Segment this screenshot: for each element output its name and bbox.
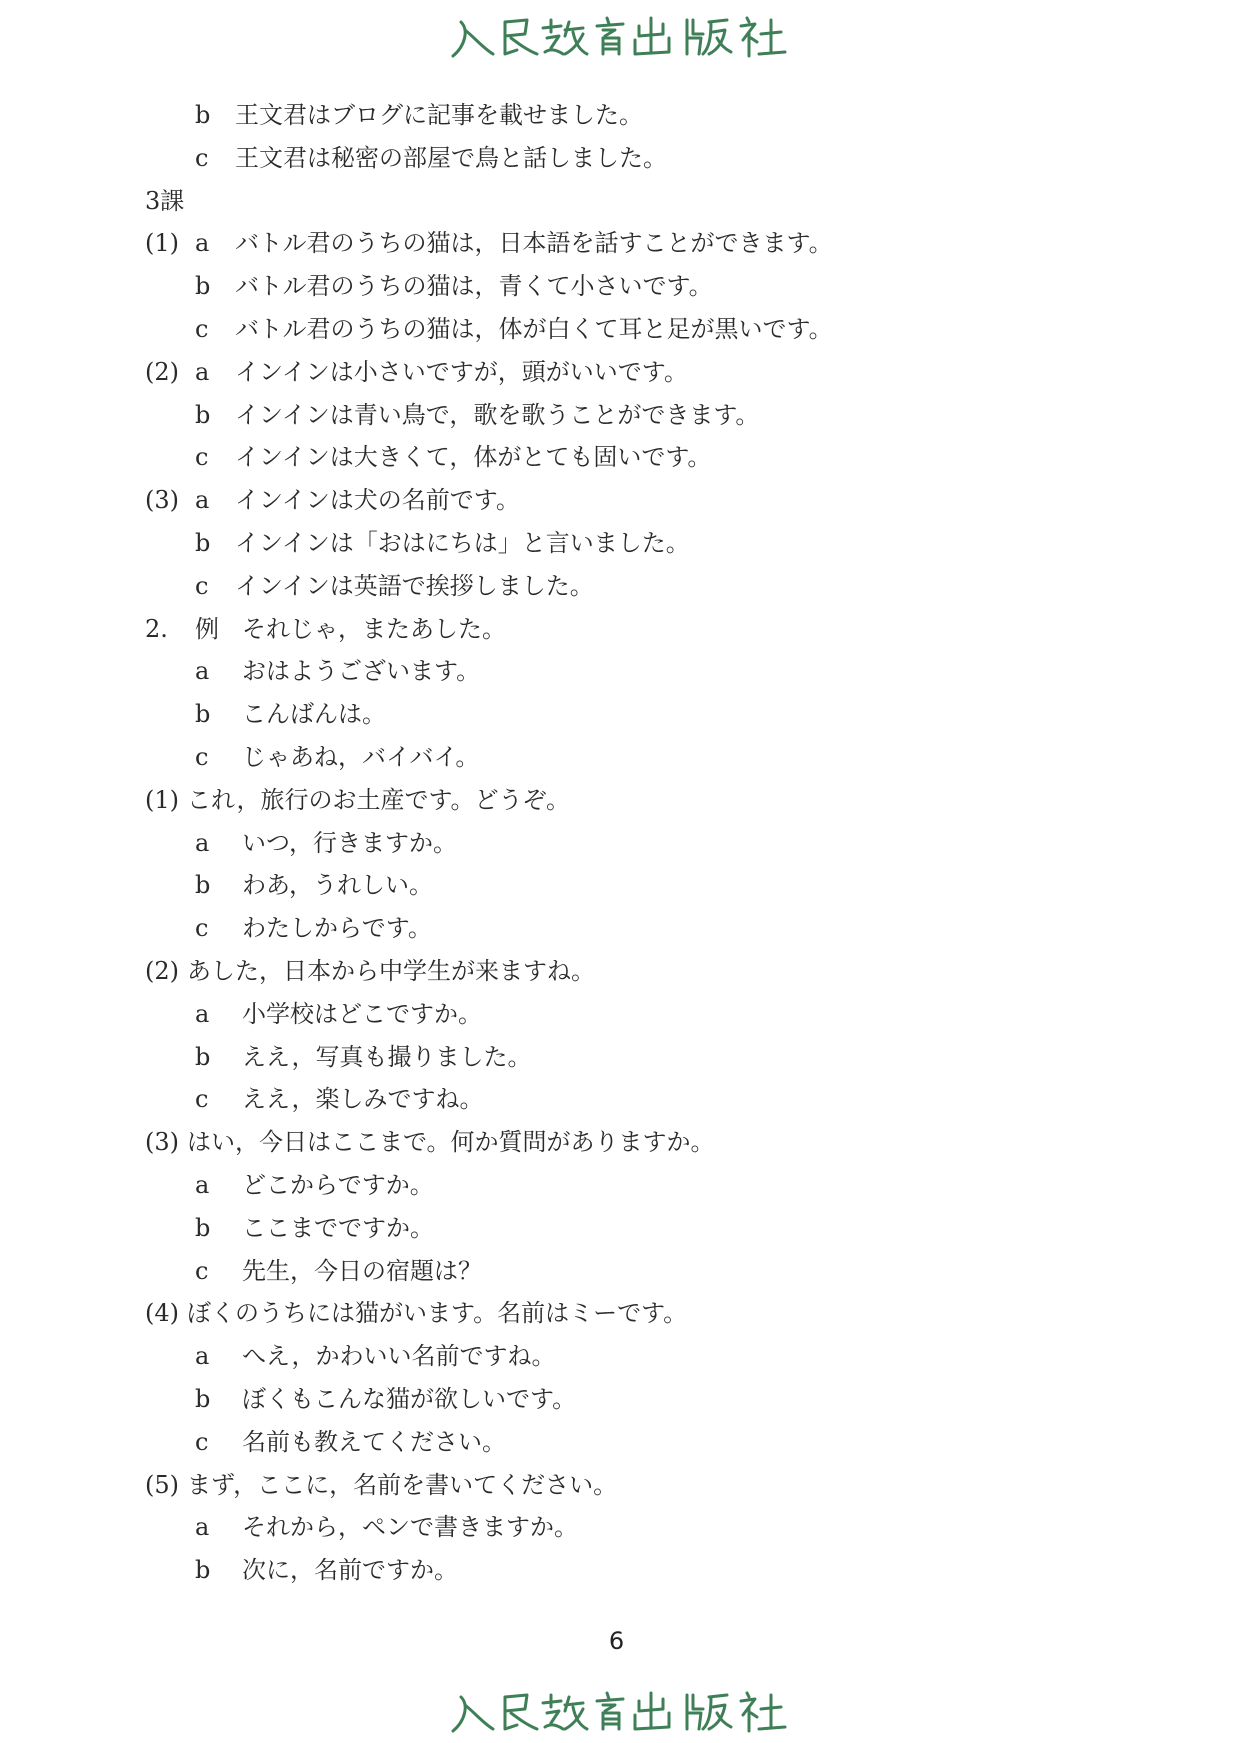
answer-line [0,1084,1233,1114]
answer-text: インインは犬の名前です。 [235,486,520,515]
answer-line [0,228,1233,258]
option-letter: a [195,229,210,258]
item-number: (5) [145,1470,179,1499]
option-letter: b [195,400,211,429]
item-number: 3課 [145,186,185,215]
option-letter: c [195,143,209,172]
answer-line [0,442,1233,472]
answer-line [0,571,1233,601]
item-number: (4) [145,1299,179,1328]
answer-text: バトル君のうちの猫は，日本語を話すことができます。 [235,229,833,258]
answer-line [0,1555,1233,1585]
option-letter: a [195,828,210,857]
answer-line [0,1470,1233,1500]
answer-text: はい，今日はここまで。何か質問がありますか。 [187,1128,715,1157]
answer-line [0,828,1233,858]
option-letter: c [195,1256,209,1285]
answer-text: ぼくのうちには猫がいます。名前はミーです。 [187,1299,688,1328]
answer-line [0,1298,1233,1328]
option-letter: b [195,101,211,129]
answer-line [0,143,1233,173]
answer-text: それから，ペンで書きますか。 [242,1513,578,1542]
option-letter: a [195,486,210,515]
answer-text: ここまでですか。 [242,1213,434,1242]
answer-text: じゃあね，バイバイ。 [242,743,480,771]
answer-text: 次に，名前ですか。 [242,1556,458,1585]
option-letter: c [195,1085,209,1114]
answer-line [0,100,1233,130]
answer-line [0,1341,1233,1371]
answer-text: おはようございます。 [242,657,481,686]
item-number: (1) [145,229,179,258]
item-number: (3) [145,1128,179,1157]
answer-text: 王文君は秘密の部屋で鳥と話しました。 [235,143,667,172]
option-letter: c [195,743,209,771]
option-letter: a [195,1513,210,1542]
option-letter: a [195,1171,210,1199]
option-letter: a [195,999,210,1028]
publisher-logo-bottom [0,1683,1233,1743]
option-letter: b [195,1213,211,1242]
answer-line [0,1427,1233,1457]
answer-line [0,742,1233,772]
item-number: (2) [145,357,179,386]
answer-text: インインは大きくて，体がとても固いです。 [235,443,712,472]
item-number: (3) [145,486,179,515]
answer-line [0,400,1233,430]
option-letter: c [195,914,209,943]
answer-line [0,1170,1233,1200]
answer-line [0,1213,1233,1243]
option-letter: b [195,529,211,557]
answer-line [0,314,1233,344]
answer-line [0,485,1233,515]
answer-text: インインは小さいですが，頭がいいです。 [235,357,688,386]
option-letter: c [195,315,209,343]
answer-text: あした，日本から中学生が来ますね。 [187,957,595,985]
answer-line [0,913,1233,943]
answer-text: ええ，楽しみですね。 [242,1085,484,1114]
option-letter: c [195,443,209,472]
answer-text: どこからですか。 [242,1171,434,1199]
answer-line [0,870,1233,900]
answer-line [0,1042,1233,1072]
option-letter: b [195,1042,211,1071]
answer-text: バトル君のうちの猫は，青くて小さいです。 [235,272,713,301]
item-number: (1) [145,785,179,814]
answer-text: まず，ここに，名前を書いてください。 [187,1470,618,1499]
answer-text: それじゃ，またあした。 [242,614,506,643]
answer-text: バトル君のうちの猫は，体が白くて耳と足が黒いです。 [235,315,833,343]
answer-text: いつ，行きますか。 [242,828,458,857]
publisher-logo-top [0,8,1233,68]
answer-text: これ，旅行のお土産です。どうぞ。 [187,785,571,814]
answer-text: ぼくもこんな猫が欲しいです。 [242,1385,577,1413]
option-letter: b [195,1556,211,1585]
answer-text: 名前も教えてください。 [242,1427,506,1456]
item-number: (2) [145,957,179,985]
publisher-logo-mark [447,8,787,64]
answer-line [0,1384,1233,1414]
answer-text: わあ，うれしい。 [242,871,434,900]
option-letter: a [195,357,210,386]
answer-line [0,699,1233,729]
answer-line [0,785,1233,815]
answer-text: インインは「おはにちは」と言いました。 [235,529,690,557]
option-letter: 例 [195,614,219,643]
answer-text: 王文君はブログに記事を載せました。 [235,101,643,129]
answer-line [0,1127,1233,1157]
option-letter: a [195,1342,210,1371]
option-letter: b [195,871,211,900]
answer-line [0,999,1233,1029]
item-number: 2. [145,614,168,643]
option-letter: c [195,1427,209,1456]
answer-line [0,528,1233,558]
option-letter: b [195,700,211,729]
option-letter: b [195,272,211,301]
page-number: 6 [608,1627,625,1655]
answer-text: インインは英語で挨拶しました。 [235,571,594,600]
answer-line [0,271,1233,301]
answer-line [0,186,1233,216]
answer-line [0,357,1233,387]
option-letter: a [195,657,210,686]
answer-text: 小学校はどこですか。 [242,999,482,1028]
answer-line [0,1256,1233,1286]
option-letter: c [195,571,209,600]
answer-line [0,1512,1233,1542]
answer-line [0,614,1233,644]
answer-text: へえ，かわいい名前ですね。 [242,1342,556,1371]
answer-text: ええ，写真も撮りました。 [242,1042,532,1071]
answer-text: 先生，今日の宿題は？ [242,1256,482,1285]
answer-text: わたしからです。 [242,914,432,943]
answer-line [0,956,1233,986]
option-letter: b [195,1385,211,1413]
answer-line [0,656,1233,686]
answer-text: こんばんは。 [242,700,386,729]
answer-text: インインは青い鳥で，歌を歌うことができます。 [235,400,760,429]
publisher-logo-mark [447,1683,787,1739]
